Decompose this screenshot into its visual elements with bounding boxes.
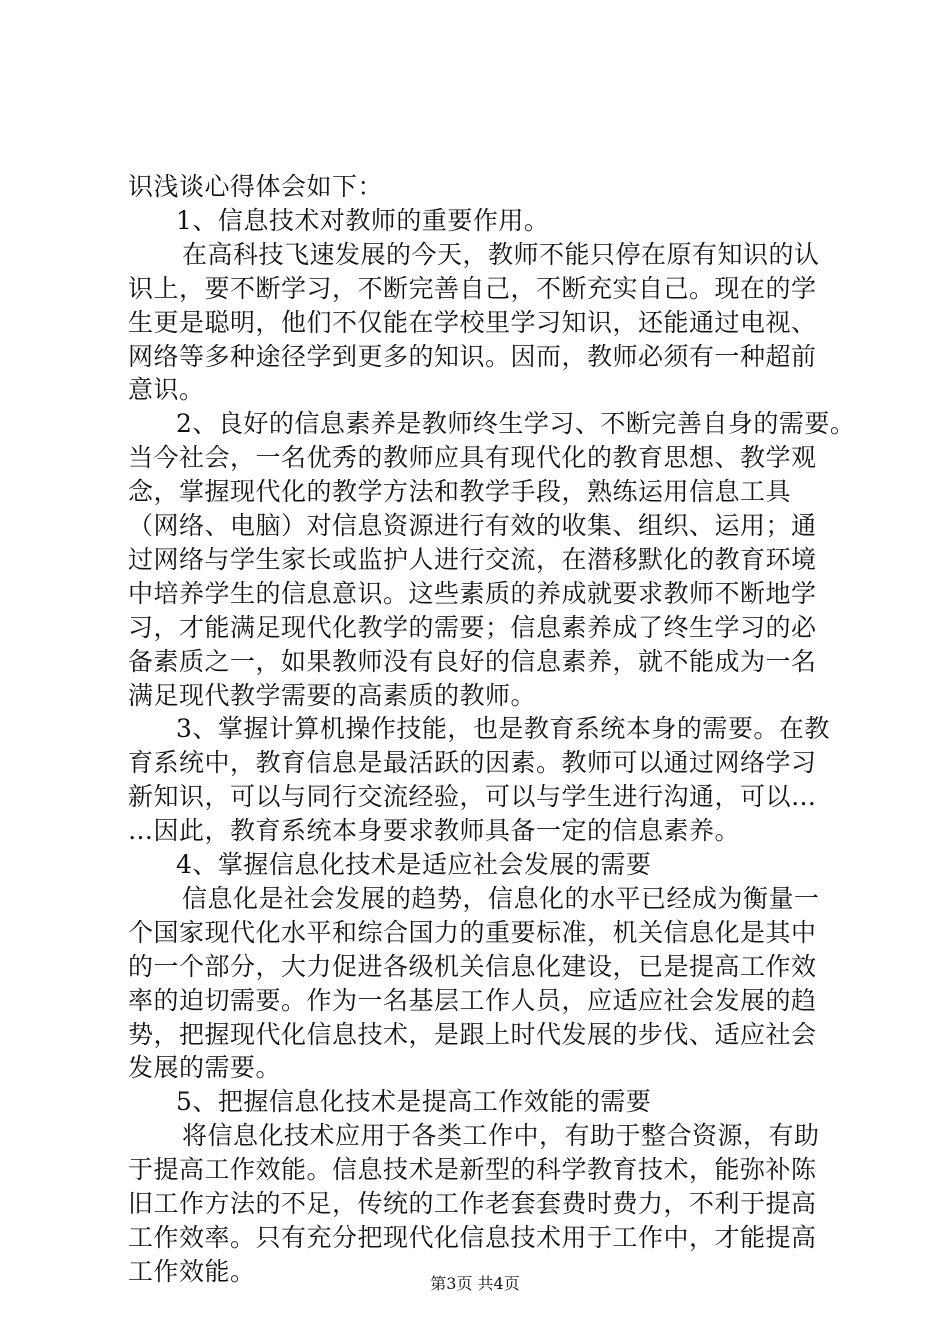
text-line: 势，把握现代化信息技术，是跟上时代发展的步伐、适应社会 [128, 1020, 817, 1049]
text-line: 个国家现代化水平和综合国力的重要标准，机关信息化是其中 [128, 918, 817, 947]
text-line: 将信息化技术应用于各类工作中，有助于整合资源，有助 [182, 1121, 820, 1150]
text-line: 中培养学生的信息意识。这些素质的养成就要求教师不断地学 [128, 579, 817, 608]
text-line: 3、掌握计算机操作技能，也是教育系统本身的需要。在教 [176, 714, 830, 743]
text-line: 习，才能满足现代化教学的需要；信息素养成了终生学习的必 [128, 613, 817, 642]
text-line: 旧工作方法的不足，传统的工作老套套费时费力，不利于提高 [128, 1189, 817, 1218]
text-line: 识浅谈心得体会如下： [128, 172, 384, 201]
text-line: 新知识，可以与同行交流经验，可以与学生进行沟通，可以… [128, 782, 817, 811]
text-line: 的一个部分，大力促进各级机关信息化建设，已是提高工作效 [128, 952, 817, 981]
text-line: 发展的需要。 [128, 1053, 282, 1082]
text-line: 意识。 [128, 375, 205, 404]
text-line: 生更是聪明，他们不仅能在学校里学习知识，还能通过电视、 [128, 308, 817, 337]
text-line: 4、掌握信息化技术是适应社会发展的需要 [176, 850, 652, 879]
text-line: 1、信息技术对教师的重要作用。 [176, 206, 550, 235]
text-line: 识上，要不断学习，不断完善自己，不断充实自己。现在的学 [128, 274, 817, 303]
text-line: 5、把握信息化技术是提高工作效能的需要 [176, 1087, 652, 1116]
text-line: 网络等多种途径学到更多的知识。因而，教师必须有一种超前 [128, 342, 817, 371]
text-line: 备素质之一，如果教师没有良好的信息素养，就不能成为一名 [128, 647, 817, 676]
text-line: 工作效能。 [128, 1257, 256, 1286]
text-line: 率的迫切需要。作为一名基层工作人员，应适应社会发展的趋 [128, 986, 817, 1015]
text-line: 育系统中，教育信息是最活跃的因素。教师可以通过网络学习 [128, 748, 817, 777]
text-line: 满足现代教学需要的高素质的教师。 [128, 681, 537, 710]
text-line: …因此，教育系统本身要求教师具备一定的信息素养。 [128, 816, 741, 845]
text-line: 工作效率。只有充分把现代化信息技术用于工作中，才能提高 [128, 1223, 817, 1252]
text-line: 当今社会，一名优秀的教师应具有现代化的教育思想、教学观 [128, 443, 817, 472]
text-line: 2、良好的信息素养是教师终生学习、不断完善自身的需要。 [176, 409, 856, 438]
text-line: 过网络与学生家长或监护人进行交流，在潜移默化的教育环境 [128, 545, 817, 574]
text-line: （网络、电脑）对信息资源进行有效的收集、组织、运用；通 [128, 511, 817, 540]
text-line: 在高科技飞速发展的今天，教师不能只停在原有知识的认 [182, 240, 820, 269]
text-line: 信息化是社会发展的趋势，信息化的水平已经成为衡量一 [182, 884, 820, 913]
text-line: 念，掌握现代化的教学方法和教学手段，熟练运用信息工具 [128, 477, 792, 506]
page-footer: 第3页 共4页 [430, 1274, 520, 1293]
text-line: 于提高工作效能。信息技术是新型的科学教育技术，能弥补陈 [128, 1155, 817, 1184]
